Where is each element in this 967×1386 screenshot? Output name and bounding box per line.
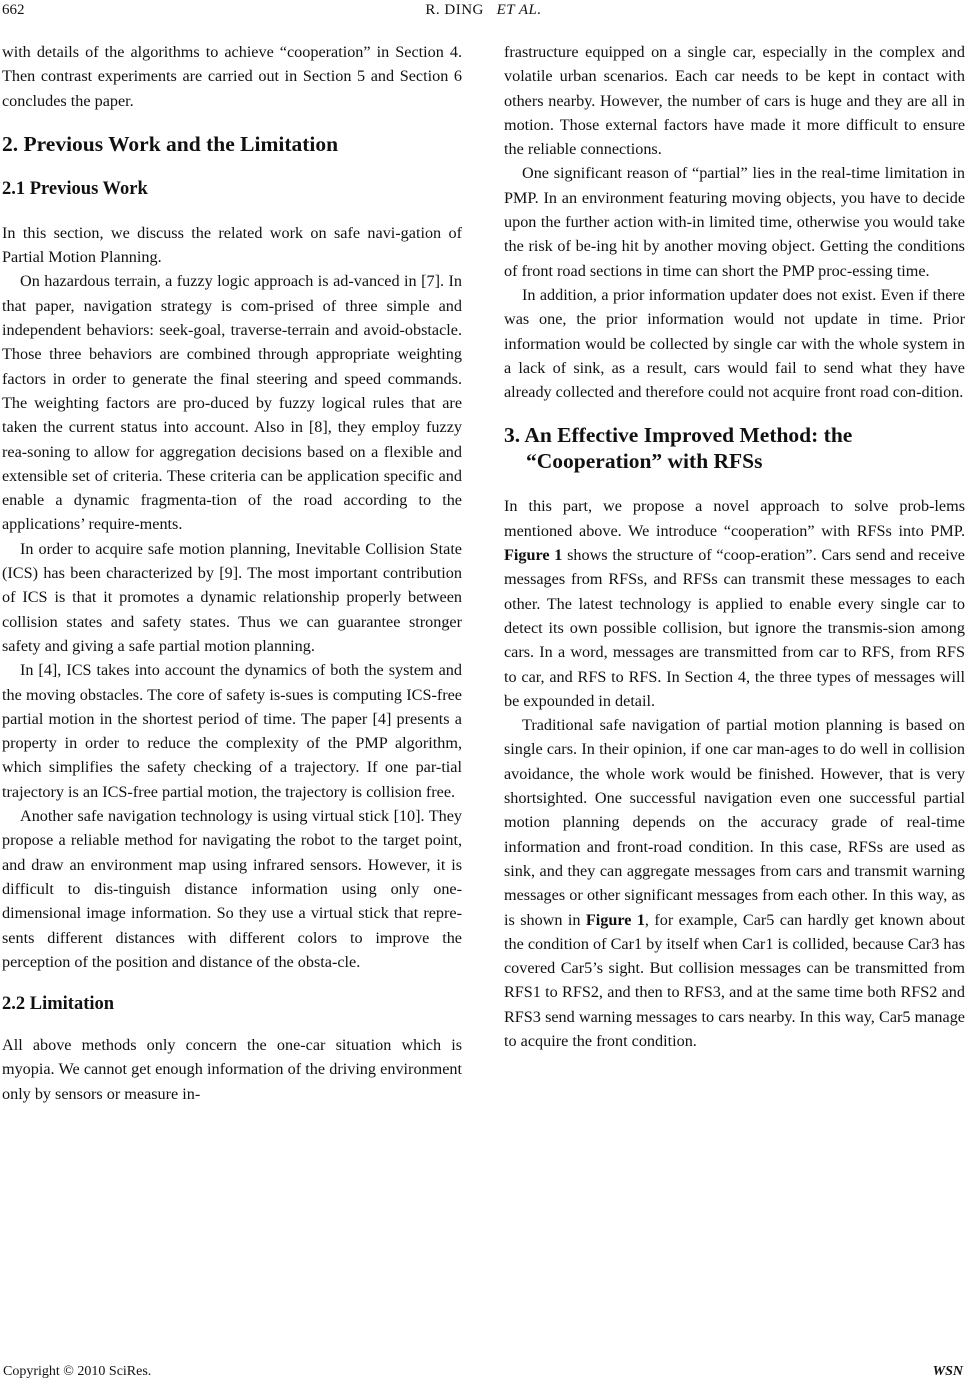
paragraph-traditional-navigation [504, 713, 965, 1053]
paragraph-fuzzy-logic: On hazardous terrain, a fuzzy logic approach is ad-vanced in [7]. In that paper, navigation strategy is com-prised of three simple and independent behaviors: seek-goal, traverse-terrain and avoid-obstacle. Those three behaviors are combined through appropriate weighting factors in order to generate the final steering and speed commands. The weighting factors are pro-duced by fuzzy logical rules that are taken the current status into account. Also in [8], they employ fuzzy rea-soning to allow for aggregation decisions based on a flexible and extensible set of criteria. These criteria can be application specific and enable a dynamic fragmenta-tion of the road according to the applications’ require-ments. [2, 272, 462, 534]
section-heading-previous-work: 2. Previous Work and the Limitation [2, 131, 339, 156]
page-footer [0, 1364, 967, 1384]
left-column [2, 40, 462, 1106]
running-header [0, 0, 967, 26]
subsection-heading-limitation: 2.2 Limitation [2, 994, 115, 1015]
page-number: 662 [2, 2, 25, 18]
paragraph-ics: In order to acquire safe motion planning, Inevitable Collision State (ICS) has been characterized by [9]. The most important contribution of ICS is that it promotes a dynamic relationship properly between collision states and safety states. Thus we can guarantee stronger safety and giving a safe partial motion planning. [2, 539, 462, 655]
paragraph-limitation: All above methods only concern the one-car situation which is myopia. We cannot get enough information of the driving environment only by sensors or measure in- [2, 1036, 462, 1103]
text-run: In this part, we propose a novel approach to solve prob-lems mentioned above. We introduce “cooperation” with RFSs into PMP. [504, 497, 965, 540]
figure-reference: Figure 1 [585, 910, 645, 929]
right-column [504, 40, 965, 1053]
copyright-notice: Copyright © 2010 SciRes. [3, 1364, 152, 1379]
subsection-heading-previous-work: 2.1 Previous Work [2, 178, 148, 199]
paragraph-cooperation-approach [504, 494, 965, 713]
heading-line-2: “Cooperation” with RFSs [526, 449, 763, 474]
paragraph-related-work-intro: In this section, we discuss the related work on safe navi-gation of Partial Motion Planning. [2, 223, 462, 267]
author-et-al: ET AL. [496, 2, 542, 18]
author-main: R. DING [425, 2, 484, 18]
paragraph-infrastructure: frastructure equipped on a single car, especially in the complex and volatile urban scenarios. Each car needs to be kept in contact with others nearby. However, the number of cars is huge and they are all in motion. Those external factors have made it more difficult to ensure the reliable connections. [504, 43, 965, 159]
text-run: Traditional safe navigation of partial motion planning is based on single cars. In their opinion, if one car man-ages to do well in collision avoidance, the whole work would be finished. However, that is very shortsighted. One successful navigation even one successful partial motion planning depends on the accuracy grade of real-time information and front-road condition. In this case, RFSs are used as sink, and they can aggregate messages from cars and transmit warning messages or other significant messages from each other. In this way, as is shown in [504, 716, 965, 929]
heading-line-1: 3. An Effective Improved Method: the [504, 423, 853, 448]
paragraph-outline-continuation: with details of the algorithms to achieve “cooperation” in Section 4. Then contrast experiments are carried out in Section 5 and Section 6 concludes the paper. [2, 43, 462, 110]
figure-reference: Figure 1 [504, 546, 563, 565]
paragraph-virtual-stick: Another safe navigation technology is using virtual stick [10]. They propose a reliable method for navigating the robot to the target point, and draw an environment map using infrared sensors. However, it is difficult to dis-tinguish distance information using only one-dimensional image information. So they use a virtual stick that repre-sents different distances with different colors to improve the perception of the position and distance of the obsta-cle. [2, 807, 462, 971]
paragraph-prior-information: In addition, a prior information updater does not exist. Even if there was one, the prior information would not update in time. Prior information would be collected by single car with the whole system in a lack of sink, as a result, cars would fail to send what they have already collected and therefore could not acquire front road con-dition. [504, 285, 965, 402]
text-run: , for example, Car5 can hardly get known about the condition of Car1 by itself when Car1 is collided, because Car3 has covered Car5’s sight. But collision messages can be transmitted from RFS1 to RFS2, and then to RFS3, and at the same time both RFS2 and RFS3 send warning messages to cars nearby. In this way, Car5 manage to acquire the front condition. [504, 910, 965, 1050]
journal-name: WSN [932, 1364, 963, 1379]
running-head-authors [0, 2, 967, 19]
text-run: shows the structure of “coop-eration”. Cars send and receive messages from RFSs, and RFSs can transmit these messages to each other. The latest technology is applied to enable every single car to detect its own possible collision, but ignore the transmis-sion among cars. In a word, messages are transmitted from car to RFS, from RFS to car, and RFS to RFS. In Section 4, the three types of messages will be expounded in detail. [504, 546, 965, 710]
section-heading-cooperation [504, 422, 965, 474]
paragraph-ics-dynamics: In [4], ICS takes into account the dynamics of both the system and the moving obstacles. The core of safety is-sues is computing ICS-free partial motion in the shortest period of time. The paper [4] presents a property in order to reduce the complexity of the PMP algorithm, which simplifies the safety checking of a trajectory. If one par-tial trajectory is an ICS-free partial motion, the trajectory is collision free. [2, 661, 462, 801]
paragraph-partial-reason: One significant reason of “partial” lies in the real-time limitation in PMP. In an environment featuring moving objects, you have to decide upon the further action with-in limited time, otherwise you would take the risk of be-ing hit by another moving object. Getting the conditions of front road sections in time can short the PMP proc-essing time. [504, 164, 965, 280]
